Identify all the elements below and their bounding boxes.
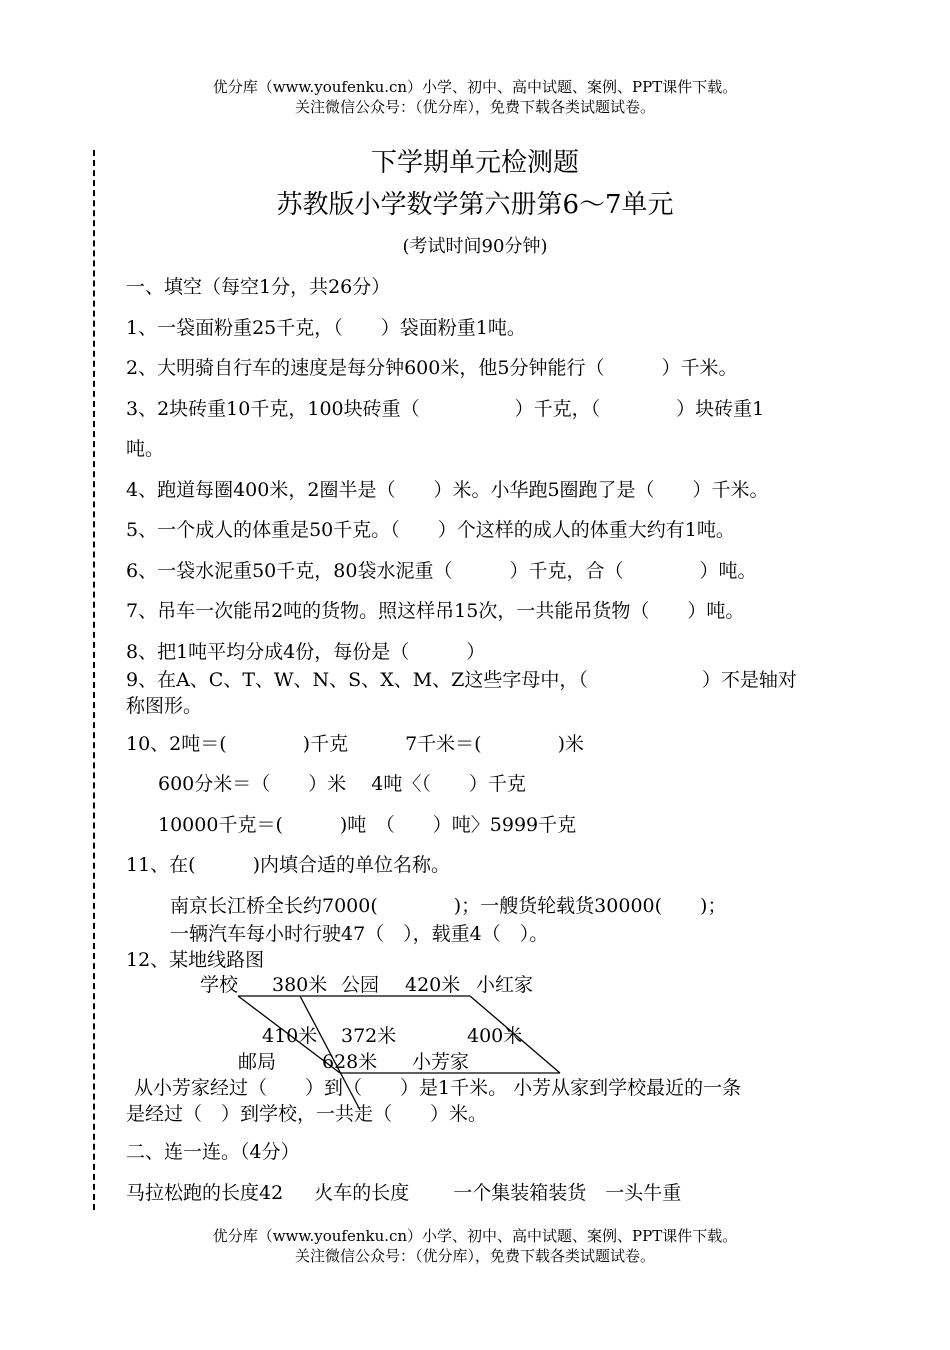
footer-line-1: 优分库（www.youfenku.cn）小学、初中、高中试题、案例、PPT课件下载。	[212, 1227, 738, 1245]
question-7: 7、吊车一次能吊2吨的货物。照这样吊15次，一共能吊货物（ ）吨。	[126, 600, 745, 622]
question-9-line2: 称图形。	[126, 695, 203, 717]
question-10-line3: 10000千克＝( )吨 （ ）吨〉5999千克	[158, 814, 577, 836]
question-3-line2: 吨。	[126, 438, 165, 460]
question-12-line1: 从小芳家经过（ ）到（ ）是1千米。 小芳从家到学校最近的一条	[134, 1077, 742, 1099]
map-label-distance-372: 372米	[341, 1025, 397, 1047]
exam-time: (考试时间90分钟)	[402, 236, 548, 257]
map-label-post-office: 邮局	[238, 1051, 277, 1073]
map-label-distance-410: 410米	[262, 1025, 318, 1047]
question-4: 4、跑道每圈400米，2圈半是（ ）米。小华跑5圈跑了是（ ）千米。	[126, 479, 769, 501]
question-10-line2: 600分米＝（ ）米 4吨〈（ ）千克	[158, 773, 526, 795]
page-title: 下学期单元检测题	[370, 148, 579, 178]
question-6: 6、一袋水泥重50千克，80袋水泥重（ ）千克，合（ ）吨。	[126, 560, 757, 582]
question-11: 11、在( )内填合适的单位名称。	[126, 854, 451, 876]
map-label-distance-400: 400米	[467, 1025, 523, 1047]
question-12: 12、某地线路图	[126, 949, 265, 971]
map-label-distance-628: 628米	[322, 1051, 378, 1073]
map-label-park: 公园	[341, 974, 380, 996]
question-12-line2: 是经过（ ）到学校，一共走（ ）米。	[126, 1103, 488, 1125]
question-9-line1: 9、在A、C、T、W、N、S、X、M、Z这些字母中，（ ）不是轴对	[126, 669, 797, 691]
question-2: 2、大明骑自行车的速度是每分钟600米，他5分钟能行（ ）千米。	[126, 357, 738, 379]
map-label-school: 学校	[200, 974, 239, 996]
map-label-xiaofang-home: 小芳家	[412, 1051, 470, 1073]
header-line-1: 优分库（www.youfenku.cn）小学、初中、高中试题、案例、PPT课件下载。	[212, 78, 738, 96]
question-10-line1: 10、2吨＝( )千克 7千米＝( )米	[126, 733, 585, 755]
question-3-line1: 3、2块砖重10千克，100块砖重（ ）千克，（ ）块砖重1	[126, 398, 765, 420]
section2-heading: 二、连一连。（4分）	[126, 1141, 300, 1163]
question-5: 5、一个成人的体重是50千克。（ ）个这样的成人的体重大约有1吨。	[126, 519, 735, 541]
section1-heading: 一、填空（每空1分，共26分）	[126, 276, 391, 298]
question-8: 8、把1吨平均分成4份，每份是（ ）	[126, 641, 486, 663]
footer-line-2: 关注微信公众号：（优分库），免费下载各类试题试卷。	[294, 1247, 655, 1265]
header-line-2: 关注微信公众号：（优分库），免费下载各类试题试卷。	[294, 98, 655, 116]
question-11-line1: 南京长江桥全长约7000( )；一艘货轮载货30000( )；	[170, 895, 727, 917]
page-subtitle: 苏教版小学数学第六册第6～7单元	[276, 190, 674, 220]
map-label-distance-380: 380米	[272, 974, 328, 996]
map-label-distance-420: 420米	[405, 974, 461, 996]
question-11-line2: 一辆汽车每小时行驶47（ ），载重4（ ）。	[170, 923, 549, 945]
section2-items: 马拉松跑的长度42 火车的长度 一个集装箱装货 一头牛重	[126, 1182, 682, 1204]
question-1: 1、一袋面粉重25千克，（ ）袋面粉重1吨。	[126, 317, 526, 339]
map-label-xiaohong-home: 小红家	[476, 974, 534, 996]
